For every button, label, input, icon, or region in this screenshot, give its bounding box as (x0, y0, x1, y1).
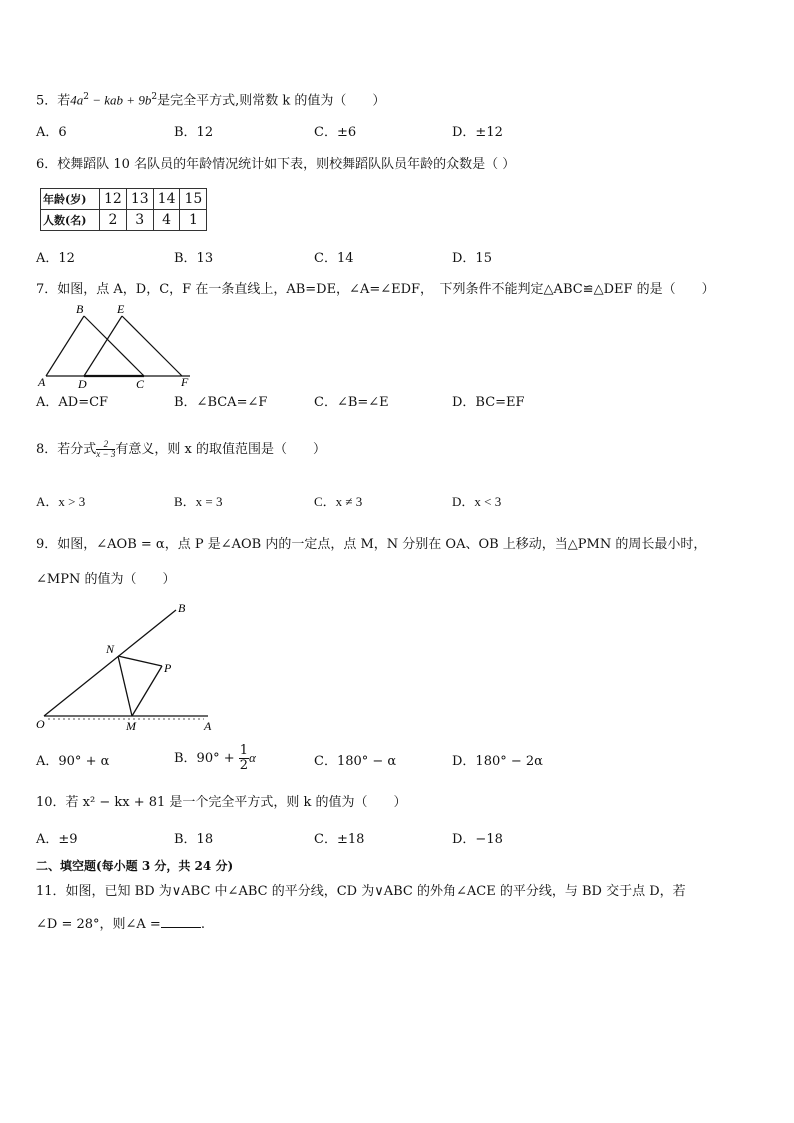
q11-line2-prefix: ∠D = 28°，则∠A = (36, 917, 161, 932)
section-2-heading: 二、填空题(每小题 3 分，共 24 分) (36, 859, 234, 873)
q9-optb-prefix: B．90° + (174, 751, 235, 766)
q9-seg-nm (118, 656, 132, 716)
q5-expr-b: − kab + 9b (89, 92, 152, 108)
q6-option-d[interactable]: D．15 (452, 251, 492, 266)
q9-label-m: M (126, 719, 136, 733)
q9-optb-suffix: α (249, 750, 256, 765)
age-cell: 12 (100, 189, 127, 210)
question-7: 7．如图，点 A，D，C，F 在一条直线上，AB=DE，∠A=∠EDF， 下列条件不能判定△ABC≌△DEF 的是（ ） (36, 282, 715, 297)
answer-blank[interactable] (161, 915, 201, 928)
q7-triangle-figure (36, 300, 206, 392)
count-row (41, 210, 207, 231)
q7-option-d[interactable]: D．BC=EF (452, 395, 525, 410)
q5-number: 5．若 (36, 93, 71, 109)
q7-option-a[interactable]: A．AD=CF (36, 395, 109, 410)
q10-option-a[interactable]: A．±9 (36, 832, 78, 847)
q7-label-a: A (38, 375, 46, 389)
question-5 (36, 88, 385, 110)
count-cell: 2 (100, 210, 127, 231)
q9-optb-fraction (239, 744, 249, 773)
q10-option-c[interactable]: C．±18 (314, 832, 365, 847)
question-8 (36, 440, 326, 459)
q9-ray-ob (44, 610, 176, 716)
q7-seg-de (84, 316, 122, 376)
q5-option-b[interactable]: B．12 (174, 125, 214, 140)
q5-rest: 是完全平方式,则常数 k 的值为（ ） (157, 93, 386, 109)
q7-seg-ef (122, 316, 182, 376)
q9-option-b[interactable] (174, 744, 256, 773)
age-row (41, 189, 207, 210)
q8-option-b[interactable]: B．x = 3 (174, 494, 223, 509)
q5-option-c[interactable]: C．±6 (314, 125, 357, 140)
q5-expr-a: 4a (70, 92, 84, 108)
question-11-line2 (36, 915, 205, 934)
q7-option-c[interactable]: C．∠B=∠E (314, 395, 389, 410)
q9-option-d[interactable]: D．180° − 2α (452, 754, 543, 769)
age-cell: 15 (180, 189, 207, 210)
q10-option-b[interactable]: B．18 (174, 832, 214, 847)
age-table (40, 188, 207, 231)
q8-prefix: 8．若分式 (36, 442, 97, 457)
age-cell: 14 (153, 189, 180, 210)
age-cell: 13 (126, 189, 153, 210)
q7-label-e: E (117, 302, 125, 316)
q7-label-d: D (78, 377, 87, 391)
question-9-line2: ∠MPN 的值为（ ） (36, 572, 176, 587)
count-cell: 1 (180, 210, 207, 231)
q5-option-a[interactable]: A．6 (36, 125, 67, 140)
question-10: 10．若 x² − kx + 81 是一个完全平方式，则 k 的值为（ ） (36, 795, 407, 810)
age-header: 年龄(岁) (41, 189, 100, 210)
q6-option-c[interactable]: C．14 (314, 251, 354, 266)
q9-label-b: B (178, 601, 186, 615)
q7-label-c: C (136, 377, 145, 391)
q9-angle-figure (34, 598, 224, 736)
q8-fraction (96, 440, 115, 459)
q11-line2-suffix: . (200, 917, 205, 932)
question-9-line1: 9．如图，∠AOB = α，点 P 是∠AOB 内的一定点，点 M，N 分别在 OA、OB 上移动，当△PMN 的周长最小时， (36, 537, 707, 552)
q9-seg-pm (132, 666, 162, 716)
q7-seg-ab (46, 316, 84, 376)
q8-option-a[interactable]: A．x > 3 (36, 494, 86, 509)
q8-suffix: 有意义，则 x 的取值范围是（ ） (115, 442, 326, 457)
q5-exp1: 2 (83, 92, 90, 102)
q6-option-a[interactable]: A．12 (36, 251, 75, 266)
q8-frac-num: 2 (96, 440, 115, 450)
count-cell: 3 (126, 210, 153, 231)
q9-option-a[interactable]: A．90° + α (36, 754, 110, 769)
q9-optb-den: 2 (239, 758, 249, 773)
q10-option-d[interactable]: D．−18 (452, 832, 503, 847)
q7-seg-bc (84, 316, 144, 376)
q9-label-n: N (106, 642, 115, 656)
q5-exp2: 2 (151, 92, 158, 102)
q8-option-d[interactable]: D．x < 3 (452, 494, 502, 509)
q7-option-b[interactable]: B．∠BCA=∠F (174, 395, 268, 410)
q9-optb-num: 1 (239, 743, 249, 758)
q9-seg-np (118, 656, 162, 666)
q7-label-f: F (181, 375, 189, 389)
question-6: 6．校舞蹈队 10 名队员的年龄情况统计如下表，则校舞蹈队队员年龄的众数是（ ） (36, 157, 516, 172)
q5-option-d[interactable]: D．±12 (452, 125, 503, 140)
q7-label-b: B (76, 302, 84, 316)
question-11-line1: 11．如图，已知 BD 为∨ABC 中∠ABC 的平分线，CD 为∨ABC 的外角∠ACE 的平分线，与 BD 交于点 D，若 (36, 884, 686, 899)
q6-option-b[interactable]: B．13 (174, 251, 214, 266)
q9-label-p: P (164, 661, 172, 675)
q9-option-c[interactable]: C．180° − α (314, 754, 397, 769)
q9-label-a: A (204, 719, 212, 733)
q8-option-c[interactable]: C．x ≠ 3 (314, 494, 363, 509)
count-cell: 4 (153, 210, 180, 231)
q8-frac-den: x − 3 (96, 449, 116, 459)
q9-label-o: O (36, 717, 45, 731)
count-header: 人数(名) (41, 210, 100, 231)
